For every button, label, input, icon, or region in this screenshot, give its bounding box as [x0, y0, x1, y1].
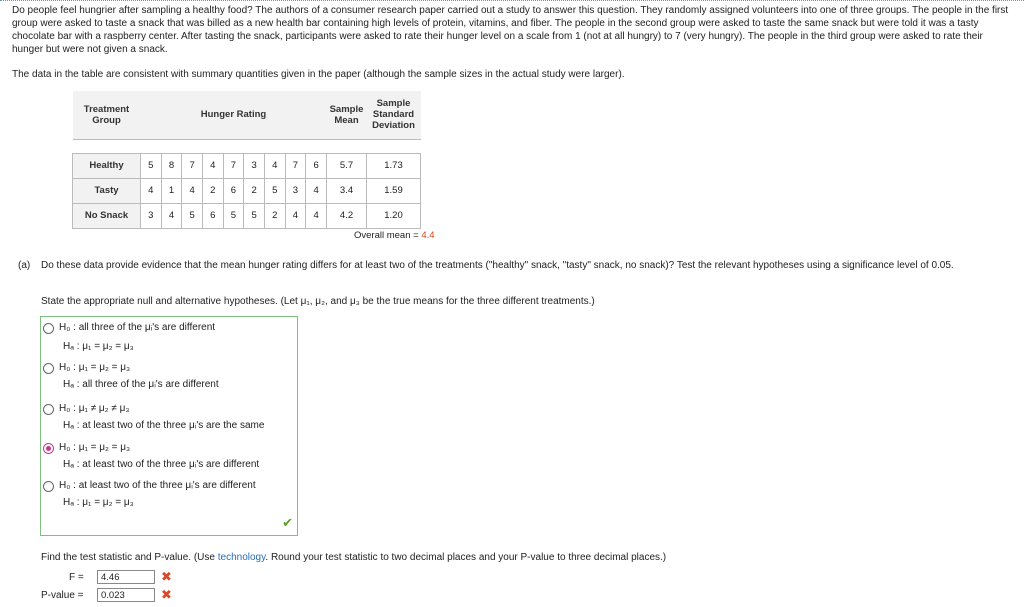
- rating-cell: 3: [141, 203, 162, 228]
- table-row: [73, 203, 421, 228]
- hunger-data-table: [72, 91, 421, 229]
- rating-cell: 5: [182, 203, 203, 228]
- x-icon: ✖: [161, 587, 172, 602]
- choice-h0: H₀ : μ₁ ≠ μ₂ ≠ μ₃: [59, 403, 130, 414]
- hypotheses-prompt: State the appropriate null and alternative hypotheses. (Let μ₁, μ₂, and μ₃ be the true means for the three different treatments.): [41, 296, 595, 307]
- rating-cell: 5: [141, 153, 162, 178]
- choice-ha: Hₐ : at least two of the three μᵢ's are the same: [63, 420, 265, 431]
- sd-cell: 1.59: [367, 178, 421, 203]
- sd-cell: 1.20: [367, 203, 421, 228]
- rating-cell: 6: [223, 178, 244, 203]
- choice-h0: H₀ : μ₁ = μ₂ = μ₃: [59, 362, 131, 373]
- rating-cell: 4: [264, 153, 285, 178]
- rating-cell: 5: [264, 178, 285, 203]
- check-icon: ✔: [282, 515, 293, 530]
- technology-link[interactable]: technology: [217, 552, 266, 563]
- rating-cell: 2: [264, 203, 285, 228]
- choice-h0: H₀ : at least two of the three μᵢ's are different: [59, 480, 256, 491]
- data-note: The data in the table are consistent with summary quantities given in the paper (although the sample sizes in the actual study were larger).: [12, 69, 625, 80]
- f-statistic-input[interactable]: [97, 570, 155, 584]
- rating-cell: 4: [141, 178, 162, 203]
- find-text-prefix: Find the test statistic and P-value. (Use: [41, 552, 218, 563]
- choice-ha: Hₐ : all three of the μᵢ's are different: [63, 379, 219, 390]
- p-value-input[interactable]: [97, 588, 155, 602]
- rating-cell: 5: [244, 203, 265, 228]
- radio-button[interactable]: [43, 323, 54, 334]
- group-label: Healthy: [73, 153, 141, 178]
- radio-button-selected[interactable]: [43, 443, 54, 454]
- rating-cell: 2: [244, 178, 265, 203]
- f-label: F =: [69, 572, 84, 583]
- rating-cell: 4: [306, 178, 327, 203]
- choice-ha: Hₐ : at least two of the three μᵢ's are different: [63, 459, 260, 470]
- rating-cell: 6: [202, 203, 223, 228]
- rating-cell: 3: [244, 153, 265, 178]
- rating-cell: 8: [161, 153, 182, 178]
- choice-ha: Hₐ : μ₁ = μ₂ = μ₃: [63, 341, 134, 352]
- top-divider: [0, 0, 1024, 1]
- radio-button[interactable]: [43, 363, 54, 374]
- choice-ha: Hₐ : μ₁ = μ₂ = μ₃: [63, 497, 134, 508]
- hypotheses-choices: [40, 316, 298, 536]
- rating-cell: 3: [285, 178, 306, 203]
- part-a-text: Do these data provide evidence that the mean hunger rating differs for at least two of the treatments ("healthy" snack, "tasty" snack, no snack)? Test the relevant hypotheses using a significance level of 0.05.: [41, 260, 954, 271]
- p-value-label: P-value =: [41, 590, 84, 601]
- radio-button[interactable]: [43, 481, 54, 492]
- rating-cell: 4: [306, 203, 327, 228]
- rating-cell: 4: [202, 153, 223, 178]
- radio-button[interactable]: [43, 404, 54, 415]
- overall-mean-label: Overall mean =: [354, 230, 419, 241]
- find-instructions: [41, 552, 666, 563]
- find-text-suffix: . Round your test statistic to two decimal places and your P-value to three decimal places.): [265, 552, 667, 563]
- sd-cell: 1.73: [367, 153, 421, 178]
- rating-cell: 1: [161, 178, 182, 203]
- p-value-row: [41, 588, 201, 603]
- group-label: Tasty: [73, 178, 141, 203]
- x-icon: ✖: [161, 569, 172, 584]
- problem-intro: Do people feel hungrier after sampling a healthy food? The authors of a consumer research paper carried out a study to answer this question. They randomly assigned volunteers into one of three groups. The people in the first group were asked to taste a snack that was billed as a new health bar containing high levels of protein, vitamins, and fiber. The people in the second group were asked to taste the same snack but were told it was a tasty chocolate bar with a raspberry center. After tasting the snack, participants were asked to rate their hunger level on a scale from 1 (not at all hungry) to 7 (very hungry). The people in the third group were asked to rate their hunger but were not given a snack.: [12, 5, 1009, 55]
- table-row: [73, 153, 421, 178]
- f-statistic-row: [41, 570, 201, 585]
- rating-cell: 2: [202, 178, 223, 203]
- header-sample-mean: Sample Mean: [327, 91, 367, 139]
- rating-cell: 4: [161, 203, 182, 228]
- rating-cell: 5: [223, 203, 244, 228]
- overall-mean: [354, 230, 435, 241]
- rating-cell: 4: [285, 203, 306, 228]
- mean-cell: 4.2: [327, 203, 367, 228]
- rating-cell: 7: [285, 153, 306, 178]
- choice-h0: H₀ : all three of the μᵢ's are different: [59, 322, 216, 333]
- header-hunger-rating: Hunger Rating: [141, 91, 327, 139]
- group-label: No Snack: [73, 203, 141, 228]
- choice-h0: H₀ : μ₁ = μ₂ = μ₃: [59, 442, 131, 453]
- overall-mean-value: 4.4: [421, 230, 435, 241]
- rating-cell: 6: [306, 153, 327, 178]
- table-row: [73, 178, 421, 203]
- mean-cell: 5.7: [327, 153, 367, 178]
- mean-cell: 3.4: [327, 178, 367, 203]
- rating-cell: 4: [182, 178, 203, 203]
- header-sample-sd: Sample Standard Deviation: [367, 91, 421, 139]
- header-treatment-group: Treatment Group: [73, 91, 141, 139]
- rating-cell: 7: [223, 153, 244, 178]
- part-a-label: (a): [18, 260, 31, 271]
- rating-cell: 7: [182, 153, 203, 178]
